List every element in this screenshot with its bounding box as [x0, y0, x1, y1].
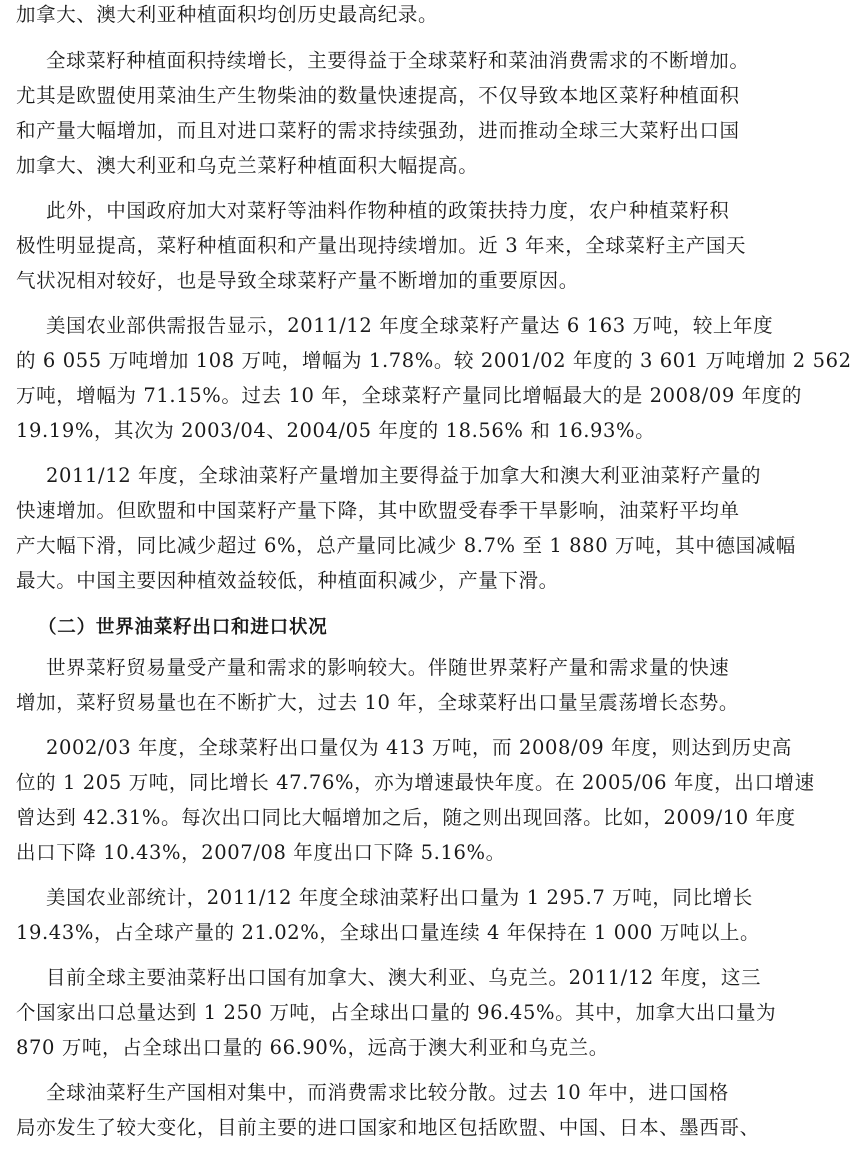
text-line: 2002/03 年度，全球菜籽出口量仅为 413 万吨，而 2008/09 年度，则达到历史高 [46, 736, 792, 759]
text-line: 加拿大、澳大利亚和乌克兰菜籽种植面积大幅提高。 [16, 154, 479, 177]
paragraph-importers [16, 1075, 760, 1145]
text-line: 万吨，增幅为 71.15%。过去 10 年，全球菜籽产量同比增幅最大的是 2008/09 年度的 [16, 384, 802, 407]
paragraph-trade-volume [16, 650, 746, 720]
body-text [16, 0, 852, 1155]
text-line: 全球菜籽种植面积持续增长，主要得益于全球菜籽和菜油消费需求的不断增加。 [46, 49, 750, 72]
text-line: 极性明显提高，菜籽种植面积和产量出现持续增加。近 3 年来，全球菜籽主产国天 [16, 234, 747, 257]
text-line: 2011/12 年度，全球油菜籽产量增加主要得益于加拿大和澳大利亚油菜籽产量的 [46, 464, 762, 487]
text-line: 目前全球主要油菜籽出口国有加拿大、澳大利亚、乌克兰。2011/12 年度，这三 [46, 966, 762, 989]
paragraph-main-exporters [16, 960, 777, 1065]
text-line: 最大。中国主要因种植效益较低，种植面积减少，产量下滑。 [16, 569, 559, 592]
text-line: 的 6 055 万吨增加 108 万吨，增幅为 1.78%。较 2001/02 年度的 3 601 万吨增加 2 562 [16, 349, 852, 372]
text-line: 快速增加。但欧盟和中国菜籽产量下降，其中欧盟受春季干旱影响，油菜籽平均单 [16, 499, 740, 522]
paragraph-continued [16, 0, 746, 33]
text-line: 产大幅下滑，同比减少超过 6%，总产量同比减少 8.7% 至 1 880 万吨，其中德国减幅 [16, 534, 796, 557]
text-line: 和产量大幅增加，而且对进口菜籽的需求持续强劲，进而推动全球三大菜籽出口国 [16, 119, 740, 142]
paragraph-area-growth [16, 43, 750, 183]
paragraph-2011-production [16, 458, 796, 598]
text-line: 全球油菜籽生产国相对集中，而消费需求比较分散。过去 10 年中，进口国格 [46, 1081, 729, 1104]
text-line: 19.19%，其次为 2003/04、2004/05 年度的 18.56% 和 16.93%。 [16, 419, 656, 442]
text-line: 美国农业部供需报告显示，2011/12 年度全球菜籽产量达 6 163 万吨，较上年度 [46, 314, 774, 337]
text-line: 870 万吨，占全球出口量的 66.90%，远高于澳大利亚和乌克兰。 [16, 1036, 609, 1059]
paragraph-usda-report [16, 308, 852, 448]
text-line: 此外，中国政府加大对菜籽等油料作物种植的政策扶持力度，农户种植菜籽积 [46, 199, 730, 222]
text-line: 尤其是欧盟使用菜油生产生物柴油的数量快速提高，不仅导致本地区菜籽种植面积 [16, 84, 740, 107]
paragraph-china-policy [16, 193, 746, 298]
text-line: 19.43%，占全球产量的 21.02%，全球出口量连续 4 年保持在 1 000 万吨以上。 [16, 921, 761, 944]
paragraph-export-history [16, 730, 815, 870]
text-line: 局亦发生了较大变化，目前主要的进口国家和地区包括欧盟、中国、日本、墨西哥、 [16, 1116, 760, 1139]
text-line: 世界菜籽贸易量受产量和需求的影响较大。伴随世界菜籽产量和需求量的快速 [46, 656, 730, 679]
text-line: 位的 1 205 万吨，同比增长 47.76%，亦为增速最快年度。在 2005/06 年度，出口增速 [16, 771, 815, 794]
text-line: 美国农业部统计，2011/12 年度全球油菜籽出口量为 1 295.7 万吨，同比增长 [46, 886, 753, 909]
paragraph-usda-export [16, 880, 761, 950]
section-heading: （二）世界油菜籽出口和进口状况 [38, 617, 328, 638]
text-line: 增加，菜籽贸易量也在不断扩大，过去 10 年，全球菜籽出口量呈震荡增长态势。 [16, 691, 740, 714]
text-line: 出口下降 10.43%，2007/08 年度出口下降 5.16%。 [16, 841, 506, 864]
text-line: 气状况相对较好，也是导致全球菜籽产量不断增加的重要原因。 [16, 269, 579, 292]
text-line: 曾达到 42.31%。每次出口同比大幅增加之后，随之则出现回落。比如，2009/10 年度 [16, 806, 796, 829]
text-line: 加拿大、澳大利亚种植面积均创历史最高纪录。 [16, 3, 439, 26]
text-line: 个国家出口总量达到 1 250 万吨，占全球出口量的 96.45%。其中，加拿大出口量为 [16, 1001, 777, 1024]
